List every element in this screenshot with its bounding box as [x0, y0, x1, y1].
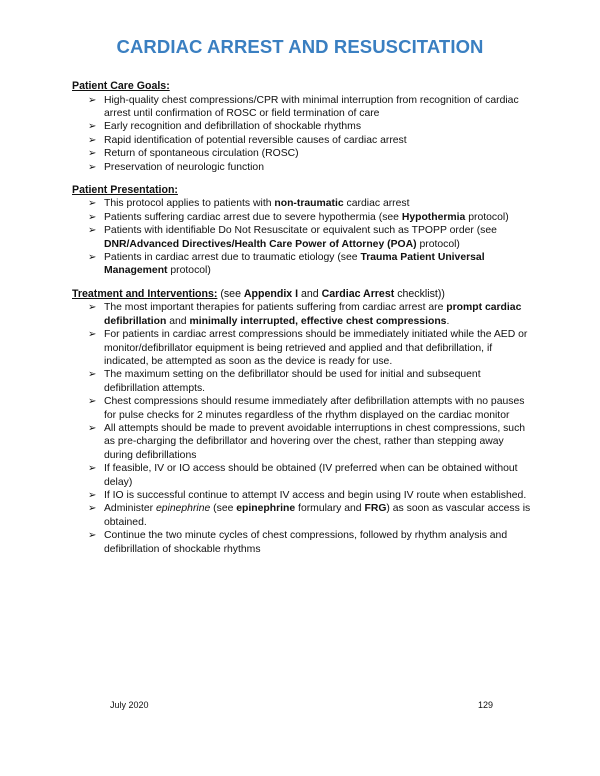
item-text: .: [446, 315, 450, 327]
arrow-bullet-icon: ➢: [88, 530, 97, 542]
page-title: CARDIAC ARREST AND RESUSCITATION: [116, 36, 484, 57]
drug-name: epinephrine: [155, 503, 211, 515]
bullet-list: [72, 197, 532, 277]
list-item: [72, 94, 532, 121]
list-item: [72, 422, 532, 462]
arrow-bullet-icon: ➢: [88, 252, 97, 264]
arrow-bullet-icon: ➢: [88, 302, 97, 314]
list-item: [72, 395, 532, 422]
bold-term: prompt cardiac defibrillation: [104, 302, 522, 327]
list-item: [72, 224, 532, 251]
item-text: High-quality chest compressions/CPR with minimal interruption from recognition of cardiac arrest until confirmation of ROSC or field termination of care: [104, 94, 519, 119]
item-text: Administer: [104, 503, 156, 515]
item-text: protocol): [167, 265, 211, 277]
list-item: [72, 462, 532, 489]
bold-term: non-traumatic: [274, 198, 344, 210]
arrow-bullet-icon: ➢: [88, 94, 97, 106]
heading-note: checklist)): [394, 287, 445, 300]
item-text: Continue the two minute cycles of chest compressions, followed by rhythm analysis and defibrillation of shockable rhythms: [104, 530, 508, 555]
arrow-bullet-icon: ➢: [88, 503, 97, 515]
arrow-bullet-icon: ➢: [88, 396, 97, 408]
item-text: Chest compressions should resume immediately after defibrillation attempts with no pauses for pulse checks for 2 minutes regardless of the rhythm displayed on the cardiac monitor: [104, 396, 525, 421]
arrow-bullet-icon: ➢: [88, 161, 97, 173]
arrow-bullet-icon: ➢: [88, 148, 97, 160]
item-text: Patients with identifiable Do Not Resuscitate or equivalent such as TPOPP order (see: [104, 225, 497, 237]
list-item: [72, 120, 532, 133]
bullet-list: [72, 301, 532, 556]
item-text: cardiac arrest: [343, 198, 410, 210]
formulary-reference: epinephrine: [236, 503, 296, 515]
page-number: 129: [478, 700, 494, 710]
heading-label: Patient Presentation:: [72, 183, 178, 196]
item-text: and: [166, 315, 190, 327]
heading-note: (see: [217, 287, 244, 300]
arrow-bullet-icon: ➢: [88, 225, 97, 237]
list-item: [72, 161, 532, 174]
bold-term: minimally interrupted, effective chest compressions: [189, 315, 447, 327]
item-text: Patients in cardiac arrest due to traumatic etiology (see: [104, 252, 361, 264]
item-text: Return of spontaneous circulation (ROSC): [104, 148, 299, 160]
footer-date: July 2020: [110, 700, 149, 710]
arrow-bullet-icon: ➢: [88, 134, 97, 146]
item-text: The most important therapies for patients suffering from cardiac arrest are: [104, 302, 447, 314]
list-item: [72, 502, 532, 529]
frg-reference: FRG: [364, 503, 387, 515]
list-item: [72, 134, 532, 147]
section-heading: [72, 288, 532, 302]
list-item: [72, 197, 532, 210]
arrow-bullet-icon: ➢: [88, 329, 97, 341]
arrow-bullet-icon: ➢: [88, 121, 97, 133]
item-text: This protocol applies to patients with: [104, 198, 275, 210]
item-text: ) as soon as vascular access is obtained.: [104, 503, 531, 528]
item-text: If IO is successful continue to attempt IV access and begin using IV route when established.: [104, 490, 527, 502]
arrow-bullet-icon: ➢: [88, 369, 97, 381]
item-text: For patients in cardiac arrest compressions should be immediately initiated while the AED or monitor/defibrillator equipment is being retrieved and applied and that defibrillation, if indicated, be attempted as soon as the device is ready for use.: [104, 329, 528, 367]
list-item: [72, 328, 532, 368]
list-item: [72, 489, 532, 502]
arrow-bullet-icon: ➢: [88, 211, 97, 223]
arrow-bullet-icon: ➢: [88, 198, 97, 210]
section-patient-presentation: [72, 184, 532, 278]
item-text: (see: [210, 503, 237, 515]
appendix-reference: Appendix I: [243, 287, 299, 300]
section-treatment-interventions: [72, 288, 532, 556]
protocol-reference: Hypothermia: [401, 211, 466, 223]
item-text: If feasible, IV or IO access should be obtained (IV preferred when can be obtained without delay): [104, 463, 518, 488]
item-text: Early recognition and defibrillation of shockable rhythms: [104, 121, 362, 133]
heading-note: and: [298, 287, 322, 300]
item-text: formulary and: [295, 503, 365, 515]
list-item: [72, 368, 532, 395]
list-item: [72, 211, 532, 224]
section-heading: [72, 184, 532, 198]
arrow-bullet-icon: ➢: [88, 423, 97, 435]
section-heading: [72, 80, 532, 94]
list-item: [72, 529, 532, 556]
heading-label: Treatment and Interventions:: [72, 287, 218, 300]
heading-label: Patient Care Goals:: [72, 80, 170, 92]
bullet-list: [72, 94, 532, 174]
document-body: [72, 80, 532, 566]
item-text: Preservation of neurologic function: [104, 161, 264, 173]
item-text: The maximum setting on the defibrillator should be used for initial and subsequent defibrillation attempts.: [104, 369, 481, 394]
protocol-reference: Trauma Patient Universal Management: [104, 252, 485, 277]
checklist-reference: Cardiac Arrest: [321, 287, 395, 300]
item-text: Rapid identification of potential reversible causes of cardiac arrest: [104, 134, 407, 146]
arrow-bullet-icon: ➢: [88, 490, 97, 502]
item-text: protocol): [416, 238, 460, 250]
item-text: All attempts should be made to prevent avoidable interruptions in chest compressions, such as pre-charging the defibrillator and hovering over the chest, rather than stepping away during defibrillations: [104, 423, 526, 461]
item-text: protocol): [465, 211, 509, 223]
section-patient-care-goals: [72, 80, 532, 174]
list-item: [72, 147, 532, 160]
item-text: Patients suffering cardiac arrest due to severe hypothermia (see: [104, 211, 402, 223]
list-item: [72, 251, 532, 278]
arrow-bullet-icon: ➢: [88, 463, 97, 475]
list-item: [72, 301, 532, 328]
protocol-reference: DNR/Advanced Directives/Health Care Power of Attorney (POA): [104, 238, 417, 250]
